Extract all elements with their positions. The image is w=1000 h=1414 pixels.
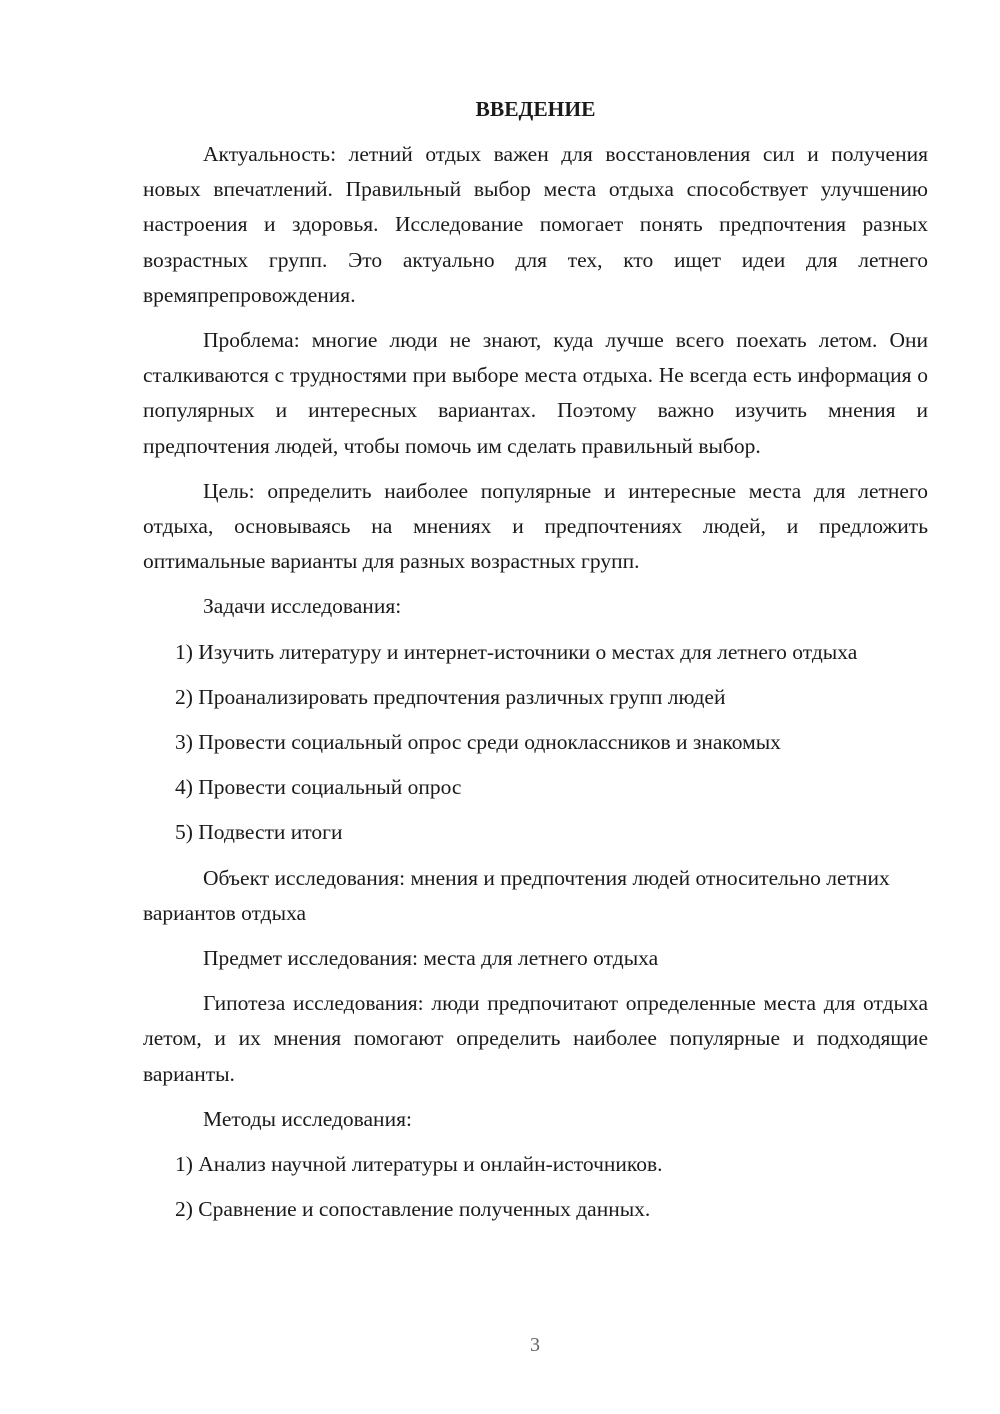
section-title: ВВЕДЕНИЕ xyxy=(475,97,596,121)
page-content xyxy=(143,92,928,1237)
subject-paragraph: Предмет исследования: места для летнего отдыха xyxy=(203,946,659,971)
page-number: 3 xyxy=(530,1334,540,1356)
task-item-2: 2) Проанализировать предпочтения различных групп людей xyxy=(175,684,726,709)
task-item-4: 4) Провести социальный опрос xyxy=(175,775,462,800)
goal-paragraph: Цель: определить наиболее популярные и интересные места для летнего отдыха, основываясь на мнениях и предпочтениях людей, и предложить оптимальные варианты для разных возрастных групп. xyxy=(143,478,928,574)
relevance-paragraph: Актуальность: летний отдых важен для восстановления сил и получения новых впечатлений. Правильный выбор места отдыха способствует улучшению настроения и здоровья. Исследование помогает понять предпочтения разных возрастных групп. Это актуально для тех, кто ищет идеи для летнего времяпрепровождения. xyxy=(143,142,928,307)
task-item-3: 3) Провести социальный опрос среди одноклассников и знакомых xyxy=(175,730,781,755)
task-item-5: 5) Подвести итоги xyxy=(175,820,343,845)
object-paragraph: Объект исследования: мнения и предпочтения людей относительно летних вариантов отдыха xyxy=(143,865,890,925)
problem-paragraph: Проблема: многие люди не знают, куда лучше всего поехать летом. Они сталкиваются с трудностями при выборе места отдыха. Не всегда есть информация о популярных и интересных вариантах. Поэтому важно изучить мнения и предпочтения людей, чтобы помочь им сделать правильный выбор. xyxy=(143,328,928,458)
task-item-1: 1) Изучить литературу и интернет-источники о местах для летнего отдыха xyxy=(175,639,858,664)
tasks-heading: Задачи исследования: xyxy=(203,594,402,619)
method-item-2: 2) Сравнение и сопоставление полученных данных. xyxy=(175,1197,651,1222)
method-item-1: 1) Анализ научной литературы и онлайн-источников. xyxy=(175,1152,663,1177)
methods-heading: Методы исследования: xyxy=(203,1106,412,1131)
hypothesis-paragraph: Гипотеза исследования: люди предпочитают определенные места для отдыха летом, и их мнения помогают определить наиболее популярные и подходящие варианты. xyxy=(143,991,928,1086)
